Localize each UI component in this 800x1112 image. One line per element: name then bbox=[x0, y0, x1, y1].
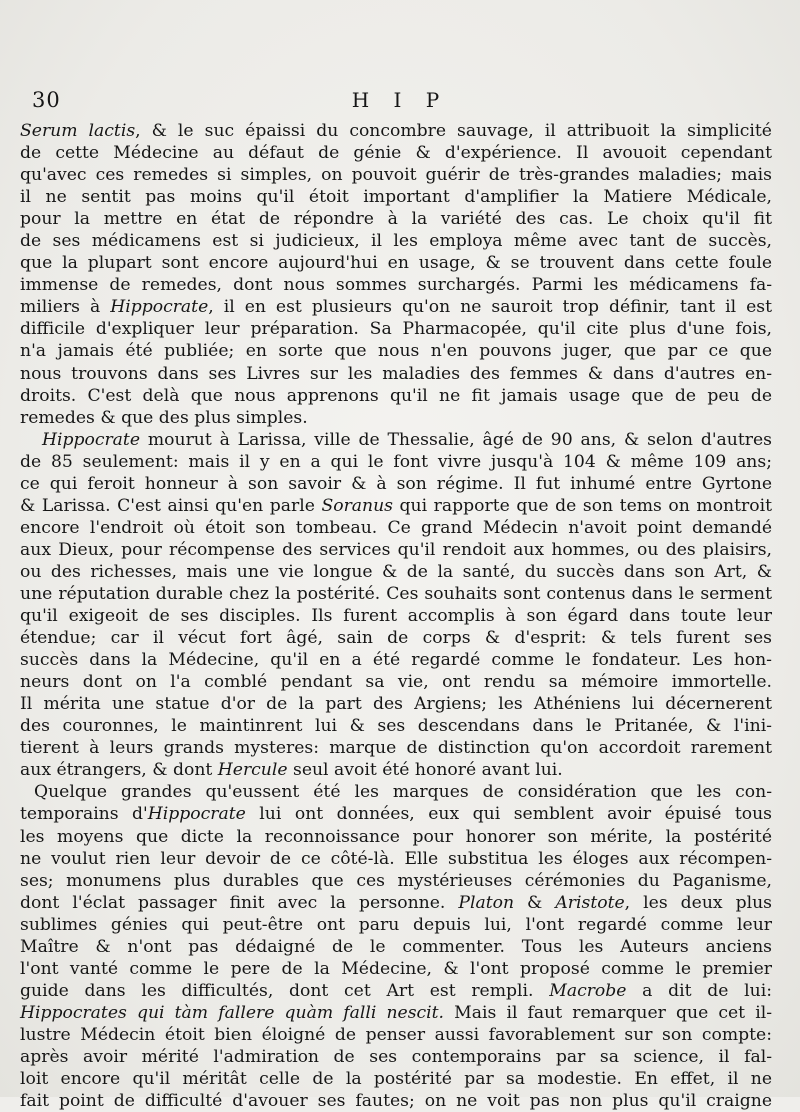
text-segment: Il mérita une statue d'or de la part des Argiens; les Athéniens lui décernerent bbox=[20, 694, 772, 715]
text-segment: l'ont vanté comme le pere de la Médecine, & l'ont proposé comme le premier bbox=[20, 958, 772, 979]
page-number: 30 bbox=[32, 88, 61, 112]
text-segment: miliers à bbox=[20, 297, 111, 318]
text-segment: neurs dont on l'a comblé pendant sa vie, ont rendu sa mémoire immortelle. bbox=[20, 672, 772, 693]
text-segment: ou des richesses, mais une vie longue & de la santé, du succès dans son Art, & bbox=[20, 561, 772, 582]
text-segment: fait point de difficulté d'avouer ses fautes; on ne voit pas non plus qu'il craigne bbox=[20, 1091, 772, 1112]
text-line bbox=[20, 759, 772, 781]
text-line bbox=[20, 451, 772, 473]
text-segment: de cette Médecine au défaut de génie & d'expérience. Il avouoit cependant bbox=[20, 143, 772, 164]
text-segment: remedes & que des plus simples. bbox=[20, 407, 308, 428]
text-line bbox=[20, 870, 772, 892]
text-line bbox=[20, 980, 772, 1002]
text-line bbox=[20, 914, 772, 936]
text-segment: succès dans la Médecine, qu'il en a été regardé comme le fondateur. Les hon- bbox=[20, 650, 772, 671]
text-segment: aux étrangers, & dont bbox=[20, 760, 218, 781]
text-line bbox=[20, 274, 772, 296]
text-segment: de ses médicamens est si judicieux, il les employa même avec tant de succès, bbox=[20, 231, 772, 252]
text-line bbox=[20, 340, 772, 362]
text-segment: dont l'éclat passager finit avec la personne. bbox=[20, 892, 459, 913]
text-line bbox=[20, 826, 772, 848]
text-segment: ses; monumens plus durables que ces mystérieuses cérémonies du Paganisme, bbox=[20, 870, 772, 891]
text-segment: Maître & n'ont pas dédaigné de le commenter. Tous les Auteurs anciens bbox=[20, 936, 772, 957]
text-segment: que la plupart sont encore aujourd'hui en usage, & se trouvent dans cette foule bbox=[20, 253, 772, 274]
italic-text: Macrobe bbox=[549, 980, 627, 1001]
text-line bbox=[20, 495, 772, 517]
text-line bbox=[20, 583, 772, 605]
text-segment: guide dans les difficultés, dont cet Art est rempli. bbox=[20, 980, 550, 1001]
text-line bbox=[20, 539, 772, 561]
italic-text: Serum lactis bbox=[20, 121, 136, 141]
text-line bbox=[20, 803, 772, 825]
text-segment: une réputation durable chez la postérité. Ces souhaits sont contenus dans le serment bbox=[20, 583, 772, 604]
italic-text: Platon bbox=[458, 892, 515, 913]
text-segment: & bbox=[514, 892, 556, 913]
text-line bbox=[20, 892, 772, 914]
text-line bbox=[20, 1024, 772, 1046]
text-segment: après avoir mérité l'admiration de ses contemporains par sa science, il fal- bbox=[20, 1046, 772, 1067]
italic-text: Aristote bbox=[555, 892, 625, 913]
text-line bbox=[20, 1068, 772, 1090]
text-segment: il ne sentit pas moins qu'il étoit important d'amplifier la Matiere Médicale, bbox=[20, 187, 772, 208]
text-line bbox=[20, 693, 772, 715]
text-segment: des couronnes, le maintinrent lui & ses descendans dans le Pritanée, & l'ini- bbox=[20, 716, 772, 737]
text-line bbox=[20, 715, 772, 737]
text-line bbox=[20, 142, 772, 164]
text-line bbox=[20, 958, 772, 980]
text-line bbox=[20, 848, 772, 870]
text-line bbox=[20, 649, 772, 671]
italic-text: Soranus bbox=[321, 495, 393, 516]
italic-text: Hippocrates qui tàm fallere quàm falli nescit. bbox=[20, 1002, 445, 1023]
text-line bbox=[20, 1090, 772, 1112]
text-line bbox=[20, 1002, 772, 1024]
text-line bbox=[20, 473, 772, 495]
running-head: H I P bbox=[351, 88, 449, 112]
text-segment: lui ont données, eux qui semblent avoir épuisé tous bbox=[245, 804, 772, 825]
text-segment: Quelque grandes qu'eussent été les marques de considération que les con- bbox=[34, 782, 772, 803]
italic-text: Hercule bbox=[217, 760, 288, 781]
text-segment: , il en est plusieurs qu'on ne sauroit trop définir, tant il est bbox=[208, 297, 772, 318]
text-segment: immense de remedes, dont nous sommes surchargés. Parmi les médicamens fa- bbox=[20, 275, 772, 296]
text-segment: ne voulut rien leur devoir de ce côté-là. Elle substitua les éloges aux récompen- bbox=[20, 848, 772, 869]
text-segment: lustre Médecin étoit bien éloigné de penser aussi favorablement sur son compte: bbox=[20, 1024, 772, 1045]
text-line bbox=[20, 429, 772, 451]
italic-text: Hippocrate bbox=[110, 297, 209, 318]
text-line bbox=[20, 936, 772, 958]
text-segment: de 85 seulement: mais il y en a qui le font vivre jusqu'à 104 & même 109 ans; bbox=[20, 451, 772, 472]
text-line bbox=[20, 605, 772, 627]
text-segment: a dit de lui: bbox=[626, 980, 772, 1001]
text-segment: , & le suc épaissi du concombre sauvage, il attribuoit la simplicité bbox=[135, 121, 772, 141]
text-segment: sublimes génies qui peut-être ont paru depuis lui, l'ont regardé comme leur bbox=[20, 914, 772, 935]
text-line bbox=[20, 385, 772, 407]
text-segment: qu'avec ces remedes si simples, on pouvoit guérir de très-grandes maladies; mais bbox=[20, 165, 772, 186]
text-segment: encore l'endroit où étoit son tombeau. Ce grand Médecin n'avoit point demandé bbox=[20, 517, 772, 538]
text-segment: seul avoit été honoré avant lui. bbox=[287, 760, 563, 781]
text-segment: qui rapporte que de son tems on montroit bbox=[393, 495, 772, 516]
page-header bbox=[30, 88, 780, 118]
text-segment: pour la mettre en état de répondre à la variété des cas. Le choix qu'il fit bbox=[20, 209, 772, 230]
text-segment: & Larissa. C'est ainsi qu'en parle bbox=[20, 495, 322, 516]
text-line bbox=[20, 671, 772, 693]
text-segment: droits. C'est delà que nous apprenons qu'il ne fit jamais usage que de peu de bbox=[20, 385, 772, 406]
text-line bbox=[20, 781, 772, 803]
text-segment: mourut à Larissa, ville de Thessalie, âgé de 90 ans, & selon d'autres bbox=[140, 429, 772, 450]
italic-text: Hippocrate bbox=[147, 804, 246, 825]
text-segment: qu'il exigeoit de ses disciples. Ils furent accomplis à son égard dans toute leur bbox=[20, 606, 772, 627]
text-line bbox=[20, 363, 772, 385]
text-line bbox=[20, 627, 772, 649]
text-segment: n'a jamais été publiée; en sorte que nous n'en pouvons juger, que par ce que bbox=[20, 341, 772, 362]
text-segment: loit encore qu'il méritât celle de la postérité par sa modestie. En effet, il ne bbox=[20, 1069, 772, 1090]
text-line bbox=[20, 407, 772, 429]
text-segment: les moyens que dicte la reconnoissance pour honorer son mérite, la postérité bbox=[20, 826, 772, 847]
text-line bbox=[20, 120, 772, 142]
italic-text: Hippocrate bbox=[42, 429, 141, 450]
body-text bbox=[20, 120, 772, 1112]
text-line bbox=[20, 517, 772, 539]
text-line bbox=[20, 561, 772, 583]
text-line bbox=[20, 296, 772, 318]
text-segment: , les deux plus bbox=[624, 892, 772, 913]
text-segment: Mais il faut remarquer que cet il- bbox=[444, 1002, 773, 1023]
text-segment: nous trouvons dans ses Livres sur les maladies des femmes & dans d'autres en- bbox=[20, 363, 772, 384]
text-line bbox=[20, 186, 772, 208]
text-line bbox=[20, 164, 772, 186]
text-segment: difficile d'expliquer leur préparation. Sa Pharmacopée, qu'il cite plus d'une fois, bbox=[20, 319, 772, 340]
text-segment: temporains d' bbox=[20, 804, 148, 825]
text-line bbox=[20, 252, 772, 274]
text-line bbox=[20, 208, 772, 230]
text-segment: aux Dieux, pour récompense des services qu'il rendoit aux hommes, ou des plaisirs, bbox=[20, 539, 772, 560]
text-line bbox=[20, 737, 772, 759]
text-segment: ce qui feroit honneur à son savoir & à son régime. Il fut inhumé entre Gyrtone bbox=[20, 473, 772, 494]
text-line bbox=[20, 318, 772, 340]
text-segment: étendue; car il vécut fort âgé, sain de corps & d'esprit: & tels furent ses bbox=[20, 628, 772, 649]
text-segment: tierent à leurs grands mysteres: marque de distinction qu'on accordoit rarement bbox=[20, 738, 772, 759]
text-line bbox=[20, 230, 772, 252]
text-line bbox=[20, 1046, 772, 1068]
